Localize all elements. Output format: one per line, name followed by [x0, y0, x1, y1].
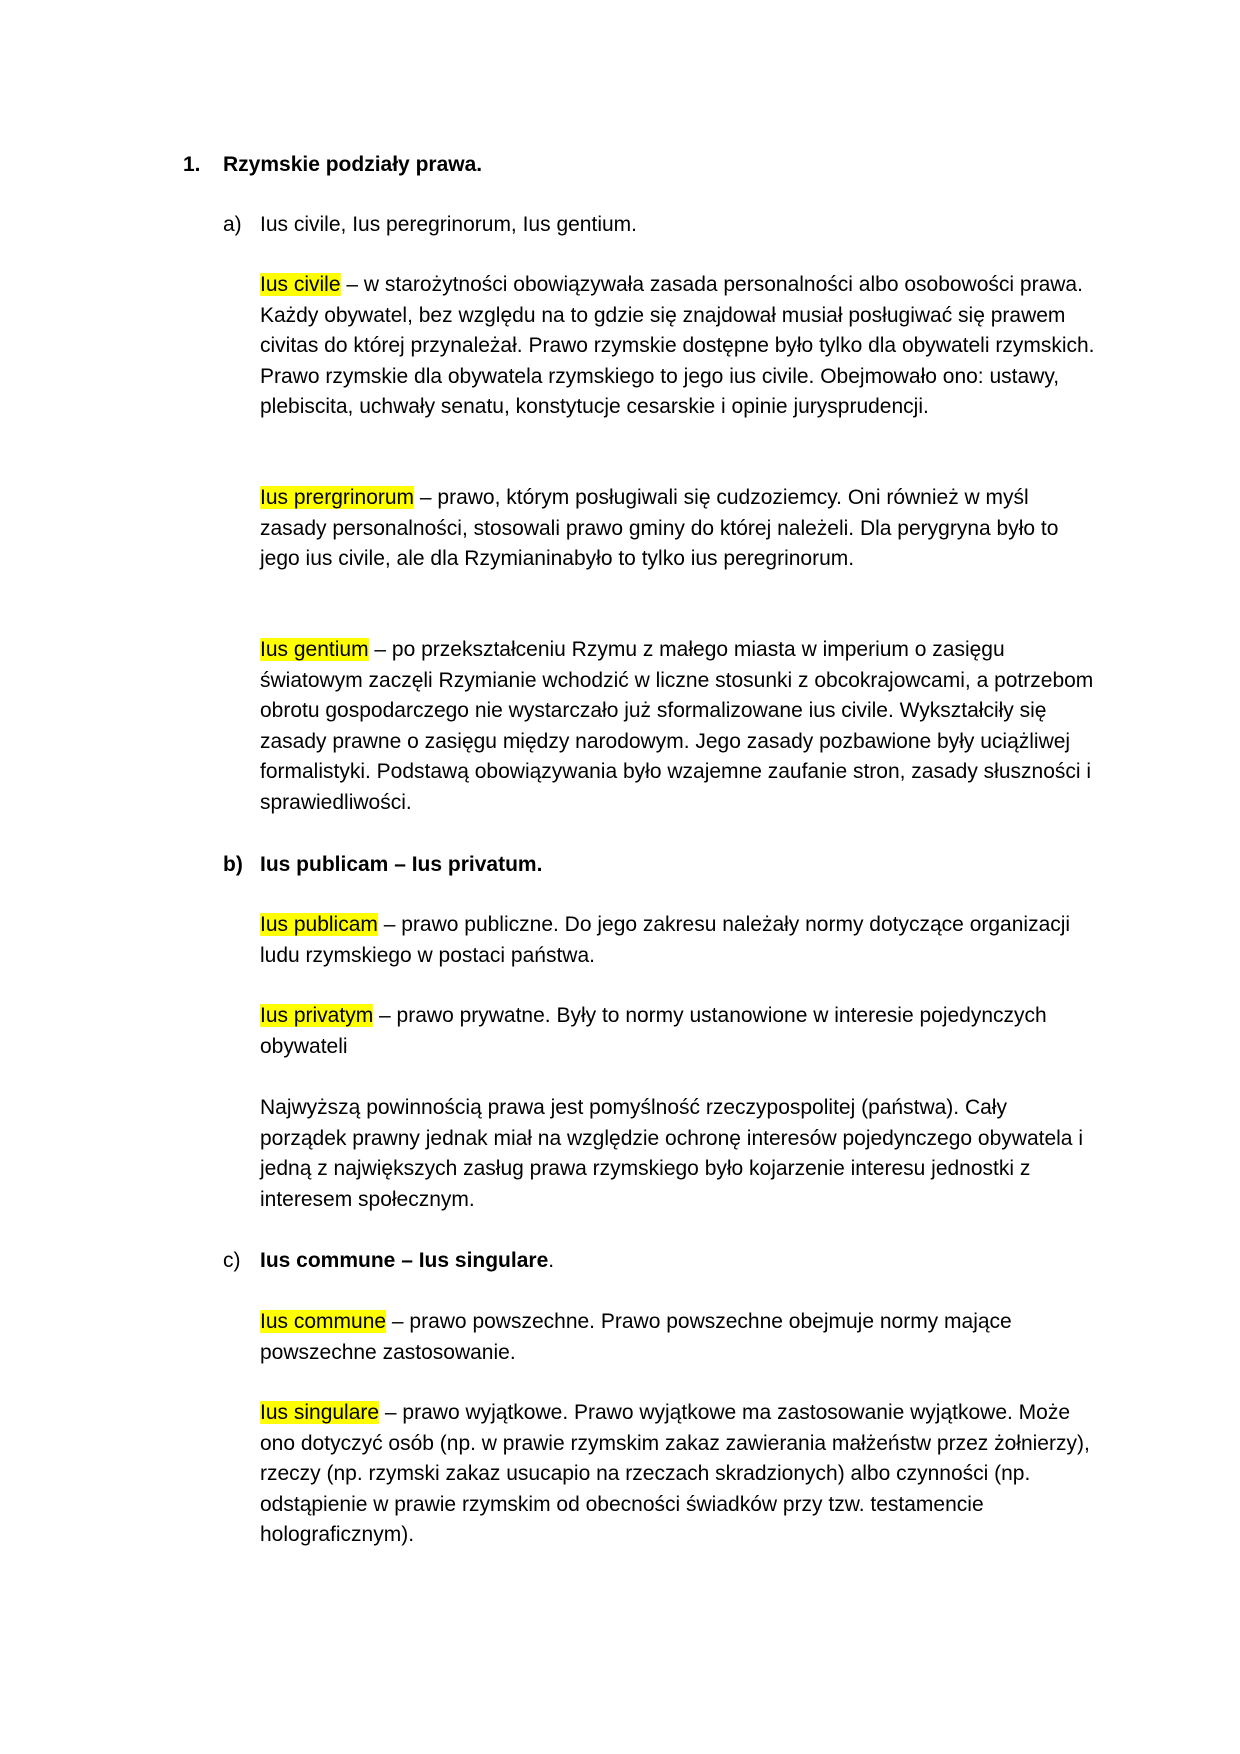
- section-heading: [183, 150, 482, 180]
- section-number: 1.: [183, 153, 201, 176]
- definition-ius-singulare: – prawo wyjątkowe. Prawo wyjątkowe ma zastosowanie wyjątkowe. Może ono dotyczyć osób (np. w prawie rzymskim zakaz zawierania małżeństw przez żołnierzy), rzeczy (np. rzymski zakaz usucapio na rzeczach skradzionych) albo czynności (np. odstąpienie w prawie rzymskim od obecności świadków przy tzw. testamencie holograficznym).: [260, 1401, 1090, 1546]
- subsection-c-heading: [223, 1246, 554, 1276]
- subsection-a-heading: [223, 210, 637, 240]
- section-title: Rzymskie podziały prawa.: [223, 153, 483, 176]
- term-ius-civile: Ius civile: [260, 273, 341, 296]
- term-ius-prergrinorum: Ius prergrinorum: [260, 486, 415, 509]
- entry-ius-publicam: [260, 910, 1095, 971]
- term-ius-gentium: Ius gentium: [260, 638, 369, 661]
- definition-ius-gentium: – po przekształceniu Rzymu z małego miasta w imperium o zasięgu światowym zaczęli Rzymianie wchodzić w liczne stosunki z obcokrajowcami, a potrzebom obrotu gospodarczego nie wystarczało już sformalizowane ius civile. Wykształciły się zasady prawne o zasięgu między narodowym. Jego zasady pozbawione były uciążliwej formalistyki. Podstawą obowiązywania było wzajemne zaufanie stron, zasady słuszności i sprawiedliwości.: [260, 638, 1094, 814]
- term-ius-privatym: Ius privatym: [260, 1004, 374, 1027]
- subsection-b-heading: [223, 850, 542, 880]
- entry-ius-singulare: [260, 1398, 1095, 1551]
- subsection-a-letter: a): [223, 213, 242, 236]
- entry-ius-civile: [260, 270, 1095, 423]
- definition-ius-commune: – prawo powszechne. Prawo powszechne obejmuje normy mające powszechne zastosowanie.: [260, 1310, 1012, 1364]
- entry-ius-gentium: [260, 635, 1095, 818]
- subsection-b-title: Ius publicam – Ius privatum.: [260, 853, 543, 876]
- subsection-a-title: Ius civile, Ius peregrinorum, Ius gentium.: [260, 213, 637, 236]
- term-ius-singulare: Ius singulare: [260, 1401, 380, 1424]
- term-ius-publicam: Ius publicam: [260, 913, 378, 936]
- definition-ius-prergrinorum: – prawo, którym posługiwali się cudzoziemcy. Oni również w myśl zasady personalności, stosowali prawo gminy do której należeli. Dla perygryna było to jego ius civile, ale dla Rzymianinabyło to tylko ius peregrinorum.: [260, 486, 1059, 570]
- definition-ius-privatym: – prawo prywatne. Były to normy ustanowione w interesie pojedynczych obywateli: [260, 1004, 1047, 1058]
- definition-ius-civile: – w starożytności obowiązywała zasada personalności albo osobowości prawa. Każdy obywatel, bez względu na to gdzie się znajdował musiał posługiwać się prawem civitas do której przynależał. Prawo rzymskie dostępne było tylko dla obywateli rzymskich. Prawo rzymskie dla obywatela rzymskiego to jego ius civile. Obejmowało ono: ustawy, plebiscita, uchwały senatu, konstytucje cesarskie i opinie jurysprudencji.: [260, 273, 1095, 418]
- subsection-b-note: Najwyższą powinnością prawa jest pomyślność rzeczypospolitej (państwa). Cały porządek prawny jednak miał na względzie ochronę interesów pojedynczego obywatela i jedną z największych zasług prawa rzymskiego było kojarzenie interesu jednostki z interesem społecznym.: [260, 1096, 1083, 1211]
- subsection-c-letter: c): [223, 1249, 241, 1272]
- subsection-b-letter: b): [223, 853, 243, 876]
- definition-ius-publicam: – prawo publiczne. Do jego zakresu należały normy dotyczące organizacji ludu rzymskiego w postaci państwa.: [260, 913, 1071, 967]
- term-ius-commune: Ius commune: [260, 1310, 387, 1333]
- entry-ius-privatym: [260, 1001, 1095, 1062]
- subsection-c-title-suffix: .: [548, 1249, 555, 1272]
- entry-ius-prergrinorum: [260, 483, 1095, 575]
- subsection-c-title: Ius commune – Ius singulare: [260, 1249, 549, 1272]
- entry-ius-commune: [260, 1307, 1095, 1368]
